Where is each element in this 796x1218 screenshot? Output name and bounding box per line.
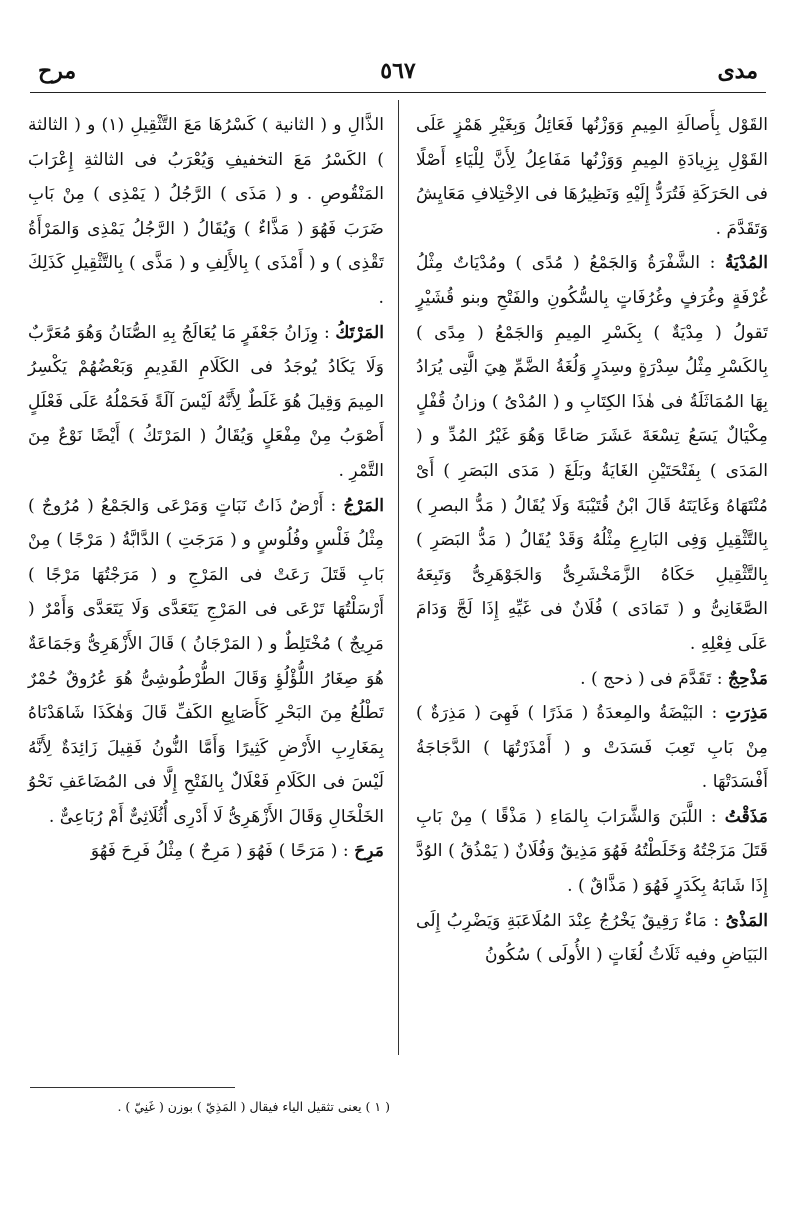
entry-madhaqtu: مَذَقْتُ : اللَّبَنَ وَالشَّرَابَ بِالمَاءِ ( مَذْقًا ) مِنْ بَابِ قَتَلَ مَزَجْتُهُ وَخَلَطْتُهُ فَهُوَ مَذِيقٌ وَفُلَانٌ ( يَمْذُقُ ) الوُدَّ إِذَا شَابَهُ بِكَدَرٍ فَهُوَ ( مَذَّاقٌ ) . [416, 806, 769, 897]
right-column [416, 108, 768, 973]
entry-headword: المُدْيَةُ [725, 253, 768, 274]
running-head-left: مرح [38, 58, 77, 84]
entry-headword: مَذِرَتِ [725, 703, 768, 724]
entry-headword: مَذَقْتُ [724, 806, 769, 827]
entry-headword: المَرْجُ [343, 495, 384, 516]
header-rule [30, 92, 766, 93]
left-column [28, 108, 384, 869]
entry-marj: المَرْجُ : أَرْضٌ ذَاتُ نَبَاتٍ وَمَرْعَى وَالجَمْعُ ( مُرُوجٌ ) مِثْلُ فَلْسٍ وفُلُوسٍ و ( مَرَجَتِ ) الدَّابَّةُ ( مَرْجًا ) مِنْ بَابِ قَتَلَ رَعَتْ فى المَرْجِ و ( مَرَجْتُهَا مَرْجًا ) أَرْسَلْتُهَا تَرْعَى فى المَرْجِ يَتَعَدَّى وَلَا يَتَعَدَّى وَأَمْرٌ ( مَرِيجٌ ) مُخْتَلِطٌ و ( المَرْجَانُ ) قَالَ الأَزْهَرِىُّ وَجَمَاعَةٌ هُوَ صِغَارُ اللُّؤْلُؤِ وَقَالَ الطُّرْطُوشِىُّ هُوَ عُرُوقٌ حُمْرٌ تَطْلُعُ مِنَ البَحْرِ كَأَصَابِعِ الكَفِّ قَالَ وَهٰكَذَا شَاهَدْنَاهُ بِمَغَارِبِ الأَرْضِ كَثِيرًا وَأَمَّا النُّونُ فَقِيلَ زَائِدَةٌ لِأَنَّهُ لَيْسَ فى الكَلَامِ فَعْلَالٌ بِالفَتْحِ إِلَّا فى المُضَاعَفِ نَحْوُ الخَلْخَالِ وَقَالَ الأَزْهَرِىُّ لَا أَدْرِى أُثُلَاثِىٌّ أَمْ رُبَاعِىٌّ . [28, 495, 384, 827]
entry-marih: مَرِحَ : ( مَرَحًا ) فَهُوَ ( مَرِحٌ ) مِثْلُ فَرِحَ فَهُوَ [90, 841, 384, 862]
entry-headword: مَرِحَ [354, 841, 384, 862]
footnote: ( ١ ) يعنى تثقيل الياء فيقال ( المَذِيّ ) بوزن ( غَنِيّ ) . [117, 1099, 390, 1114]
entry-mudya: المُدْيَةُ : الشَّفْرَةُ وَالجَمْعُ ( مُدًى ) ومُدْيَاتٌ مِثْلُ غُرْفَةٍ وغُرَفٍ وغُرُفَاتٍ بِالسُّكُونِ والفَتْحِ وبنو قُشَيْرٍ تَقولُ ( مِدْيَةٌ ) بِكَسْرِ المِيمِ وَالجَمْعُ ( مِدًى ) بِالكَسْرِ مِثْلُ سِدْرَةٍ وسِدَرٍ وَلُغَةُ الضَّمِّ هِيَ الَّتِى يُرَادُ بِهَا المُمَاثَلَةُ فى هٰذَا الكِتَابِ و ( المُدْىُ ) وزانُ قُفْلٍ مِكْيَالٌ يَسَعُ تِسْعَةَ عَشَرَ صَاعًا وَهُوَ غَيْرُ المُدِّ و ( المَدَى ) بِفَتْحَتَيْنِ الغَايَةُ وبَلَغَ ( مَدَى البَصَرِ ) أَىْ مُنْتَهَاهُ وَغَايَتَهُ قَالَ ابْنُ قُتَيْبَةَ وَلَا يُقَالُ ( مَدُّ البصرِ ) بِالتَّثْقِيلِ وَفِى البَارِعِ مِثْلُهُ وَقَدْ يُقَالُ ( مَدُّ البَصَرِ ) بِالتَّثْقِيلِ حَكَاهُ الزَّمَخْشَرِىُّ وَالجَوْهَرِىُّ وَتَبِعَهُ الصَّغَانِىُّ و ( تَمَادَى ) فُلَانٌ فى غَيِّهِ إِذَا لَجَّ وَدَامَ عَلَى فِعْلِهِ . [416, 253, 768, 654]
page-header [30, 52, 766, 92]
running-head-right: مدى [717, 58, 758, 84]
entry-martak: المَرْتَكُ : وِزَانُ جَعْفَرٍ مَا يُعَالَجُ بِهِ الصُّنَانُ وَهُوَ مُعَرَّبٌ وَلَا يَكَادُ يُوجَدُ فى الكَلَامِ القَدِيمِ وَبَعْضُهُمْ يَكْسِرُ المِيمَ وَقِيلَ هُوَ غَلَطٌ لِأَنَّهُ لَيْسَ آلَةً فَحَمْلُهُ عَلَى فَعْلَلٍ أَصْوَبُ مِنْ مِفْعَلٍ وَيُقَالُ ( المَرْتَكُ ) أَيْضًا نَوْعٌ مِنَ التَّمْرِ . [28, 322, 385, 481]
entry-continuation: القَوْل بِأَصالَةِ المِيمِ وَوَزْنُها فَعَائِلُ وَبِغَيْرِ هَمْزٍ عَلَى القَوْلِ بِزِيادَةِ المِيمِ وَوَزْنُها مَفَاعِلُ لِأَنَّ لِلْيَاءِ أَصْلًا فى الحَرَكَةِ فَتُرَدُّ إِلَيْهِ وَنَظِيرُهَا فى الاِخْتِلافِ مَعَايِشُ وَتَقَدَّمَ . [416, 115, 768, 239]
entry-madhirat: مَذِرَتِ : البَيْضَةُ والمِعدَةُ ( مَذَرًا ) فَهِىَ ( مَذِرَةٌ ) مِنْ بَابِ تَعِبَ فَسَدَتْ و ( أَمْذَرْتُهَا ) الدَّجَاجَةُ أَفْسَدَتْهَا . [416, 703, 768, 793]
column-divider [398, 100, 399, 1055]
entry-headword: المَذْىُ [725, 910, 768, 931]
entry-madhy: المَذْىُ : مَاءٌ رَقِيقٌ يَخْرُجُ عِنْدَ المُلَاعَبَةِ وَيَضْرِبُ إِلَى البَيَاضِ وفيه ثَلَاثُ لُغَاتٍ ( الأُولَى ) سُكُونُ [416, 910, 768, 966]
entry-headword: مَذْحِجٌ [728, 668, 768, 689]
footnote-rule [30, 1087, 235, 1088]
entry-madhhij: مَذْحِجٌ : تَقَدَّمَ فى ( ذحج ) . [580, 668, 768, 689]
entry-continuation: الذَّالِ و ( الثانية ) كَسْرُهَا مَعَ التَّثْقِيلِ (١) و ( الثالثة ) الكَسْرُ مَعَ التخفيفِ وَيُعْرَبُ فى الثالثةِ إِعْرَابَ المَنْقُوصِ . و ( مَذَى ) الرَّجُلُ ( يَمْذِى ) مِنْ بَابِ ضَرَبَ فَهُوَ ( مَذَّاءٌ ) وَيُقَالُ ( الرَّجُلُ يَمْذِى وَالمَرْأَةُ تَقْذِى ) و ( أَمْذَى ) بِالأَلِفِ و ( مَذَّى ) بِالتَّثْقِيلِ كَذَلِكَ . [28, 115, 384, 308]
entry-headword: المَرْتَكُ [335, 322, 385, 343]
page-number: ٥٦٧ [380, 58, 416, 84]
